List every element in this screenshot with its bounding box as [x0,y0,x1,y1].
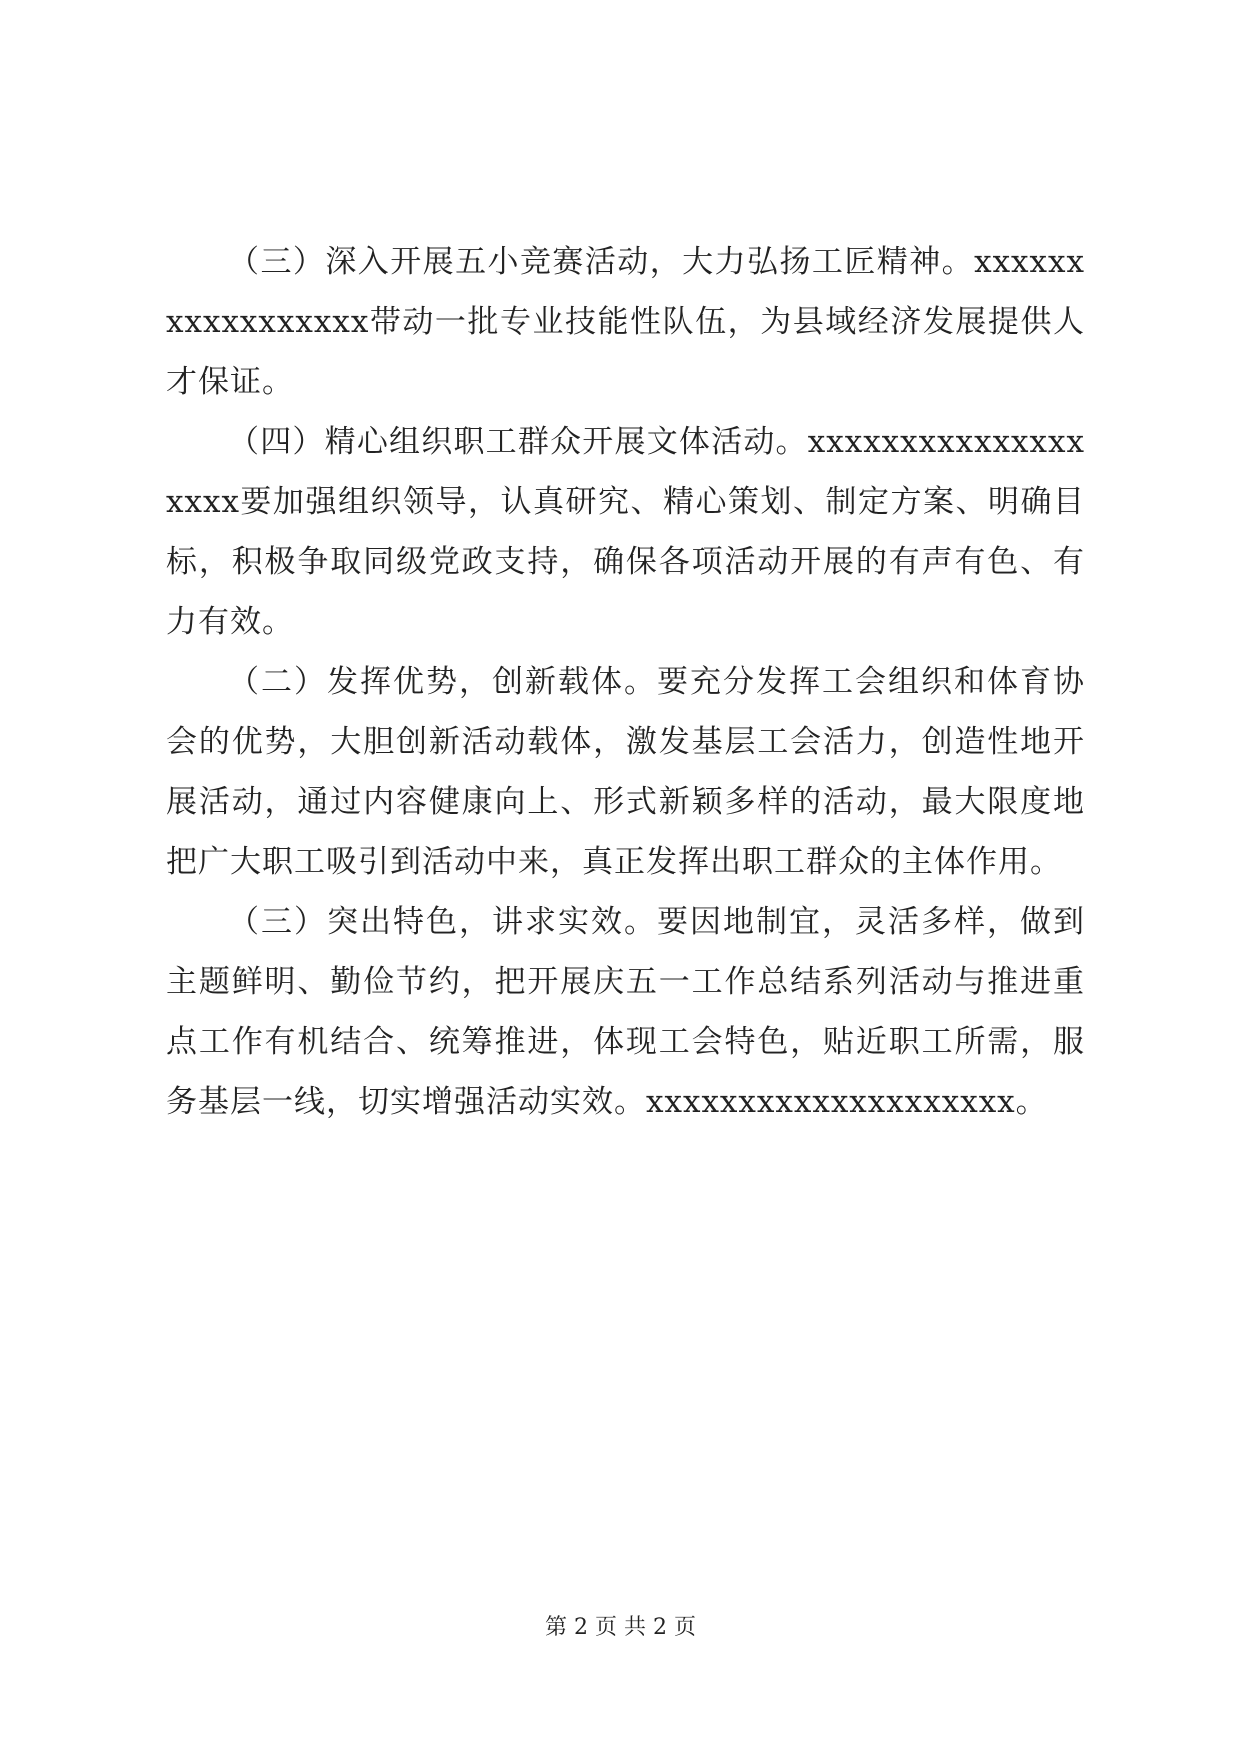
page-number-footer: 第 2 页 共 2 页 [545,1615,696,1640]
paragraph-characteristics-effectiveness: （三）突出特色，讲求实效。要因地制宜，灵活多样，做到主题鲜明、勤俭节约，把开展庆五一工作总结系列活动与推进重点工作有机结合、统筹推进，体现工会特色，贴近职工所需，服务基层一线，切实增强活动实效。xxxxxxxxxxxxxxxxxxxx。 [166,904,1085,1120]
paragraph-competition: （三）深入开展五小竞赛活动，大力弘扬工匠精神。xxxxxxxxxxxxxxxxx带动一批专业技能性队伍，为县域经济发展提供人才保证。 [166,244,1085,400]
paragraph-cultural-activities: （四）精心组织职工群众开展文体活动。xxxxxxxxxxxxxxxxxxx要加强组织领导，认真研究、精心策划、制定方案、明确目标，积极争取同级党政支持，确保各项活动开展的有声有色、有力有效。 [166,424,1085,640]
paragraph-advantages-innovation: （二）发挥优势，创新载体。要充分发挥工会组织和体育协会的优势，大胆创新活动载体，激发基层工会活力，创造性地开展活动，通过内容健康向上、形式新颖多样的活动，最大限度地把广大职工吸引到活动中来，真正发挥出职工群众的主体作用。 [166,664,1085,880]
document-body [166,232,1085,1132]
